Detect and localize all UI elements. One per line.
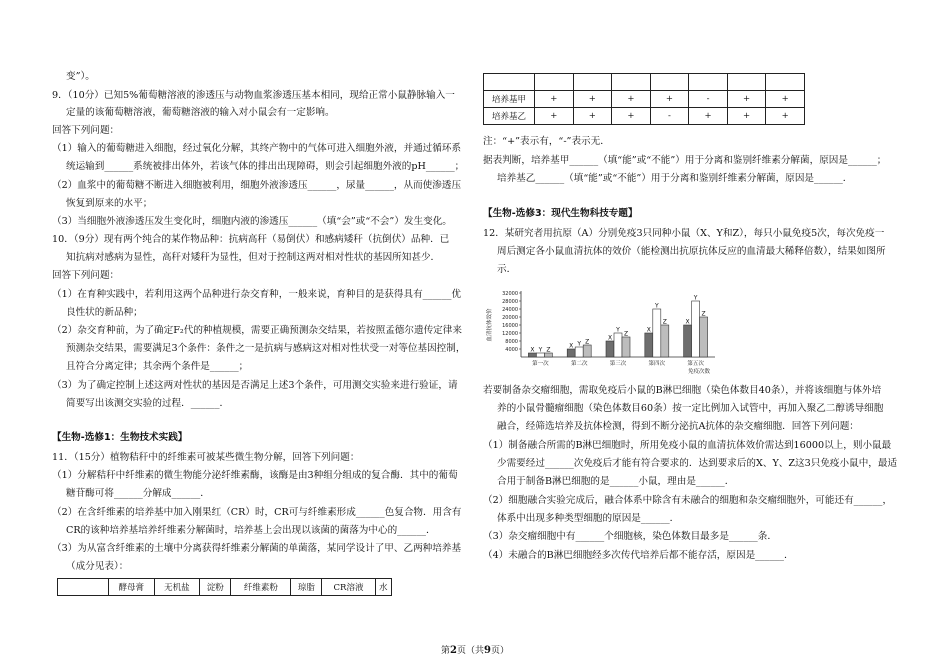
table-cell: +: [766, 108, 805, 125]
text-line: 且符合分离定律；其余两个条件是______；: [66, 361, 249, 372]
bar-label: Y: [693, 294, 698, 302]
table-cell: +: [535, 108, 574, 125]
text-line: （1）在育种实践中，若利用这两个品种进行杂交育种，一般来说，育种目的是获得具有______优: [52, 289, 462, 300]
text-line: （2）在含纤维素的培养基中加入刚果红（CR）时，CR可与纤维素形成______色复合物．用含有: [52, 507, 462, 518]
text-line: 融合，经筛选培养及抗体检测，得到不断分泌抗A抗体的杂交瘤细胞．回答下列问题：: [497, 421, 859, 432]
text-line: 周后测定各小鼠血清抗体的效价（能检测出抗原抗体反应的血清最大稀释倍数），结果如图所: [497, 246, 886, 257]
x-tick-label: 第五次: [687, 361, 704, 367]
text-line: （2）血浆中的葡萄糖不断进入细胞被利用，细胞外液渗透压______，尿量______，从而使渗透压: [52, 180, 462, 191]
text-line: 变”）。: [66, 71, 95, 82]
table-cell: 淀粉: [200, 579, 231, 596]
bar-label: Z: [701, 310, 706, 318]
section-heading-elective-3: 【生物-选修3：现代生物科技专题】: [483, 208, 638, 219]
bar-label: X: [607, 334, 613, 342]
text-line: （1）制备融合所需的B淋巴细胞时，所用免疫小鼠的血清抗体效价需达到16000以上，则小鼠最: [483, 440, 892, 451]
text-line: 简要写出该测交实验的过程．______．: [66, 398, 230, 409]
bar-y: [575, 347, 583, 357]
y-tick-label: 32000: [502, 290, 518, 297]
bar-label: X: [685, 318, 690, 326]
bar-label: Y: [616, 326, 620, 334]
bar-x: [567, 349, 575, 357]
table-cell: [612, 74, 651, 91]
bar-label: Y: [577, 340, 582, 348]
table-cell: [650, 74, 689, 91]
table-cell: [58, 579, 109, 596]
text-line: 回答下列问题：: [52, 270, 120, 281]
text-line: 定量的该葡萄糖溶液，葡萄糖溶液的输入对小鼠会有一定影响。: [66, 107, 335, 118]
text-line: 恢复到原来的水平；: [66, 198, 153, 209]
table-cell: 酵母膏: [109, 579, 155, 596]
text-line: CR的该种培养基培养纤维素分解菌时，培养基上会出现以该菌的菌落为中心的______．: [66, 525, 436, 536]
bar-y: [536, 353, 544, 357]
table-cell: +: [612, 91, 651, 108]
text-line: （3）为从富含纤维素的土壤中分离获得纤维素分解菌的单菌落，某同学设计了甲、乙两种培养基: [52, 543, 462, 554]
x-tick-label: 第二次: [570, 361, 588, 367]
bar-label: X: [530, 346, 535, 354]
table-row: [484, 91, 805, 108]
text-line: （1）输入的葡萄糖进入细胞，经过氧化分解，其终产物中的气体可进入细胞外液，并通过循环系: [52, 143, 462, 154]
table-row: [484, 74, 805, 91]
text-line: 糖苷酶可将______分解成______．: [66, 488, 210, 499]
question-12-stem: 12．某研究者用抗原（A）分别免疫3只同种小鼠（X、Y和Z），每只小鼠免疫5次，每次免疫一: [483, 228, 885, 239]
text-line: （成分见表）：: [66, 561, 129, 572]
text-line: 若要制备杂交瘤细胞，需取免疫后小鼠的B淋巴细胞（染色体数目40条），并将该细胞与体外培: [483, 385, 882, 396]
question-9-stem: 9．（10分）已知5%葡萄糖溶液的渗透压与动物血浆渗透压基本相同，现给正常小鼠静脉输入一: [52, 90, 455, 101]
text-line: 知抗病对感病为显性，高秆对矮秆为显性，但对于控制这两对相对性状的基因所知甚少．: [66, 252, 441, 263]
table-cell: [727, 74, 766, 91]
text-line: 回答下列问题：: [52, 125, 120, 136]
text-line: 合用于制备B淋巴细胞的是______小鼠，理由是______．: [497, 476, 735, 487]
text-line: 示．: [497, 264, 517, 275]
bar-label: Y: [654, 302, 659, 310]
table-cell: +: [727, 108, 766, 125]
table-cell: 培养基乙: [484, 108, 535, 125]
table-note: 注：“+”表示有，“-”表示无．: [483, 136, 610, 147]
text-line: 养的小鼠骨髓瘤细胞（染色体数目60条）按一定比例加入试管中，再加入聚乙二醇诱导细胞: [497, 403, 884, 414]
text-line: 预测杂交结果，需要满足3个条件：条件之一是抗病与感病这对相对性状受一对等位基因控制，: [66, 343, 466, 354]
table-cell: +: [535, 91, 574, 108]
table-row: [484, 108, 805, 125]
bar-label: X: [646, 326, 651, 334]
bar-x: [528, 353, 536, 357]
text-line: （1）分解秸秆中纤维素的微生物能分泌纤维素酶，该酶是由3种组分组成的复合酶．其中的葡萄: [52, 470, 458, 481]
table-cell: +: [573, 108, 612, 125]
text-line: 良性状的新品种；: [66, 307, 143, 318]
x-tick-label: 第三次: [609, 361, 627, 367]
footer-page-number: 2: [450, 645, 457, 656]
footer-total-pages: 9: [484, 645, 491, 656]
table-cell: 培养基甲: [484, 91, 535, 108]
antibody-titer-chart: [483, 287, 723, 379]
bar-label: Z: [623, 330, 629, 338]
bar-x: [606, 341, 614, 357]
table-cell: +: [650, 91, 689, 108]
x-axis-label: 免疫次数: [687, 369, 711, 375]
text-line: 据表判断，培养基甲______（填“能”或“不能”）用于分离和鉴别纤维素分解菌，原因是______；: [483, 155, 887, 166]
medium-table-body: [483, 73, 805, 125]
table-cell: 无机盐: [154, 579, 200, 596]
table-cell: [484, 74, 535, 91]
table-cell: [535, 74, 574, 91]
y-tick-label: 8000: [505, 338, 518, 345]
bar-label: X: [569, 342, 574, 350]
table-cell: -: [689, 91, 728, 108]
bar-x: [684, 325, 692, 357]
section-heading-elective-1: 【生物-选修1：生物技术实践】: [52, 432, 188, 443]
footer-prefix: 第: [441, 646, 451, 656]
question-10-stem: 10．（9分）现有两个纯合的某作物品种：抗病高秆（易倒伏）和感病矮秆（抗倒伏）品种．已: [52, 234, 450, 245]
bar-label: Y: [538, 346, 543, 354]
table-cell: 琼脂: [291, 579, 322, 596]
medium-table-header: [57, 578, 392, 596]
text-line: （3）杂交瘤细胞中有______个细胞核，染色体数目最多是______条．: [483, 531, 777, 542]
y-tick-label: 28000: [502, 298, 518, 305]
text-line: （2）细胞融合实验完成后，融合体系中除含有未融合的细胞和杂交瘤细胞外，可能还有______，: [483, 495, 893, 506]
bar-z: [622, 337, 630, 357]
bar-x: [645, 333, 653, 357]
text-line: （3）为了确定控制上述这两对性状的基因是否满足上述3个条件，可用测交实验来进行验证，请: [52, 380, 458, 391]
text-line: （3）当细胞外液渗透压发生变化时，细胞内液的渗透压______（填“会”或“不会”）发生变化。: [52, 216, 452, 227]
text-line: （2）杂交育种前，为了确定F₂代的种植规模，需要正确预测杂交结果，若按照孟德尔遗传定律来: [52, 325, 462, 336]
text-line: （4）未融合的B淋巴细胞经多次传代培养后都不能存活，原因是______．: [483, 550, 794, 561]
table-cell: 水: [375, 579, 391, 596]
footer-suffix: 页）: [490, 646, 509, 656]
bar-label: Z: [662, 318, 667, 326]
y-tick-label: 20000: [502, 314, 518, 321]
x-tick-label: 第四次: [648, 361, 666, 367]
table-cell: -: [650, 108, 689, 125]
table-cell: [689, 74, 728, 91]
text-line: 体系中出现多种类型细胞的原因是______．: [497, 513, 680, 524]
table-cell: +: [573, 91, 612, 108]
bar-label: Z: [546, 346, 551, 354]
text-line: 培养基乙______（填“能”或“不能”）用于分离和鉴别纤维素分解菌，原因是______．: [497, 173, 853, 184]
table-cell: [766, 74, 805, 91]
y-axis-label: 血清抗体效价: [487, 308, 493, 342]
question-11-stem: 11．（15分）植物秸秆中的纤维素可被某些微生物分解，回答下列问题：: [52, 452, 360, 463]
table-cell: 纤维素粉: [231, 579, 291, 596]
table-cell: +: [689, 108, 728, 125]
bar-y: [614, 333, 622, 357]
bar-y: [692, 301, 700, 357]
y-tick-label: 12000: [502, 330, 518, 337]
table-cell: +: [766, 91, 805, 108]
bar-z: [700, 317, 708, 357]
bar-label: Z: [585, 338, 590, 346]
y-tick-label: 4000: [505, 346, 518, 353]
bar-z: [661, 325, 669, 357]
bar-z: [583, 345, 591, 357]
y-tick-label: 24000: [502, 306, 518, 313]
footer-middle: 页（共: [456, 646, 484, 656]
table-cell: CR溶液: [322, 579, 375, 596]
bar-y: [653, 309, 661, 357]
x-tick-label: 第一次: [532, 361, 549, 367]
y-tick-label: 16000: [502, 322, 518, 329]
text-line: 少需要经过______次免疫后才能有符合要求的．达到要求后的X、Y、Z这3只免疫小鼠中，最适: [497, 458, 898, 469]
table-cell: [573, 74, 612, 91]
text-line: 统运输到______系统被排出体外，若该气体的排出出现障碍，则会引起细胞外液的pH______；: [66, 161, 465, 172]
page-footer: [0, 643, 950, 656]
table-cell: +: [727, 91, 766, 108]
bar-z: [544, 353, 552, 357]
table-cell: +: [612, 108, 651, 125]
